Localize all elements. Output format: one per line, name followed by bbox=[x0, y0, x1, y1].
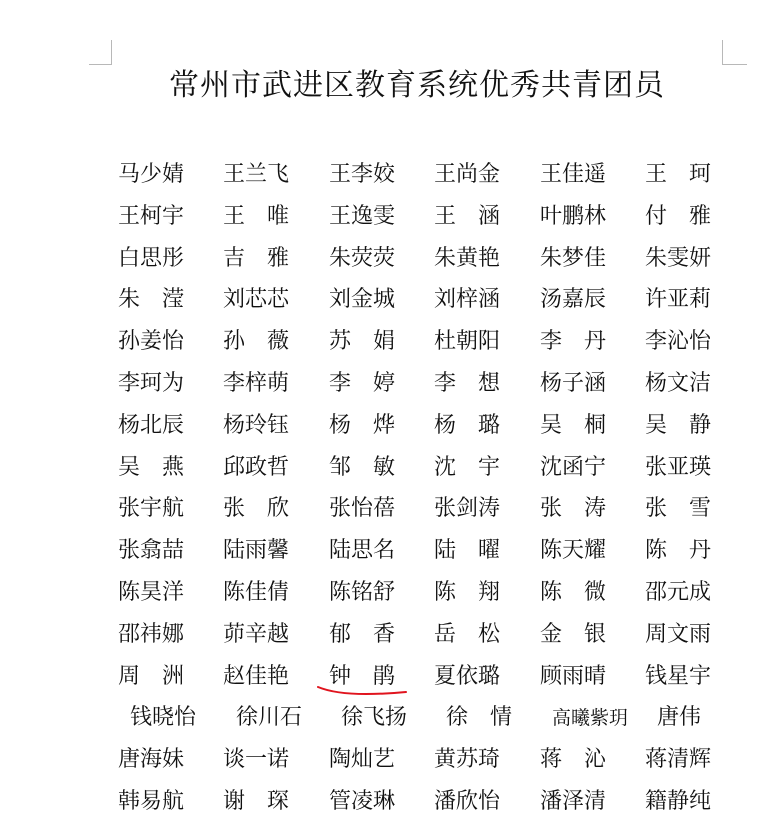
name-entry: 黄苏琦 bbox=[434, 747, 501, 772]
name-entry: 朱荧荧 bbox=[329, 246, 396, 271]
name-entry: 籍静纯 bbox=[645, 789, 712, 814]
name-entry: 杨 烨 bbox=[329, 413, 396, 438]
name-entry: 王尚金 bbox=[434, 162, 501, 187]
name-entry: 顾雨晴 bbox=[540, 664, 607, 689]
name-entry: 邹 敏 bbox=[329, 455, 396, 480]
name-entry: 杨 璐 bbox=[434, 413, 501, 438]
name-entry: 杨北辰 bbox=[118, 413, 185, 438]
name-entry: 刘芯芯 bbox=[223, 287, 290, 312]
name-entry: 杨子涵 bbox=[540, 371, 607, 396]
name-entry: 李珂为 bbox=[118, 371, 185, 396]
name-entry: 陈 丹 bbox=[645, 538, 712, 563]
name-entry: 潘泽清 bbox=[540, 789, 607, 814]
name-entry: 孙姜怡 bbox=[118, 329, 185, 354]
name-entry: 王逸雯 bbox=[329, 204, 396, 229]
name-entry: 钱星宇 bbox=[645, 664, 712, 689]
red-underline-annotation bbox=[316, 684, 408, 698]
name-entry: 许亚莉 bbox=[645, 287, 712, 312]
name-entry: 杜朝阳 bbox=[434, 329, 501, 354]
name-entry: 谈一诺 bbox=[223, 747, 290, 772]
name-entry: 徐 情 bbox=[446, 705, 513, 730]
name-entry: 金 银 bbox=[540, 622, 607, 647]
name-entry: 王 涵 bbox=[434, 204, 501, 229]
name-entry: 孙 薇 bbox=[223, 329, 290, 354]
name-entry: 白思彤 bbox=[118, 246, 185, 271]
name-entry: 吴 静 bbox=[645, 413, 712, 438]
name-entry: 张怡蓓 bbox=[329, 496, 396, 521]
name-entry: 周 洲 bbox=[118, 664, 185, 689]
name-entry: 邵元成 bbox=[645, 580, 712, 605]
name-entry: 陆 曜 bbox=[434, 538, 501, 563]
name-entry: 张亚瑛 bbox=[645, 455, 712, 480]
name-entry: 邵祎娜 bbox=[118, 622, 185, 647]
name-entry: 陈昊洋 bbox=[118, 580, 185, 605]
name-entry: 陈天耀 bbox=[540, 538, 607, 563]
name-entry: 苏 娟 bbox=[329, 329, 396, 354]
name-entry: 王柯宇 bbox=[118, 204, 185, 229]
name-entry: 朱 滢 bbox=[118, 287, 185, 312]
name-entry: 朱雯妍 bbox=[645, 246, 712, 271]
name-entry: 徐川石 bbox=[236, 705, 303, 730]
name-entry: 唐伟 bbox=[657, 705, 702, 730]
name-entry: 周文雨 bbox=[645, 622, 712, 647]
name-entry: 钟 鹃 bbox=[329, 664, 396, 689]
name-entry: 李 婷 bbox=[329, 371, 396, 396]
name-entry: 陈铭舒 bbox=[329, 580, 396, 605]
name-entry: 李 想 bbox=[434, 371, 501, 396]
name-entry: 郁 香 bbox=[329, 622, 396, 647]
name-entry: 吴 桐 bbox=[540, 413, 607, 438]
name-entry: 付 雅 bbox=[645, 204, 712, 229]
name-entry: 沈函宁 bbox=[540, 455, 607, 480]
name-entry: 李沁怡 bbox=[645, 329, 712, 354]
name-entry: 刘金城 bbox=[329, 287, 396, 312]
name-entry: 王兰飞 bbox=[223, 162, 290, 187]
name-entry: 张翕喆 bbox=[118, 538, 185, 563]
name-entry: 蒋 沁 bbox=[540, 747, 607, 772]
name-entry: 刘梓涵 bbox=[434, 287, 501, 312]
name-entry: 张宇航 bbox=[118, 496, 185, 521]
name-entry: 汤嘉辰 bbox=[540, 287, 607, 312]
name-entry: 王 珂 bbox=[645, 162, 712, 187]
name-entry: 夏依璐 bbox=[434, 664, 501, 689]
name-entry: 张 涛 bbox=[540, 496, 607, 521]
name-entry: 张 雪 bbox=[645, 496, 712, 521]
name-entry: 吴 燕 bbox=[118, 455, 185, 480]
name-entry: 邱政哲 bbox=[223, 455, 290, 480]
name-entry: 马少婧 bbox=[118, 162, 185, 187]
name-entry: 唐海妹 bbox=[118, 747, 185, 772]
name-entry: 李梓萌 bbox=[223, 371, 290, 396]
name-entry: 陆思名 bbox=[329, 538, 396, 563]
name-entry: 管凌琳 bbox=[329, 789, 396, 814]
name-entry: 潘欣怡 bbox=[434, 789, 501, 814]
name-entry: 谢 琛 bbox=[223, 789, 290, 814]
name-entry: 叶鹏林 bbox=[540, 204, 607, 229]
document-title: 常州市武进区教育系统优秀共青团员 bbox=[169, 68, 665, 103]
name-entry: 张 欣 bbox=[223, 496, 290, 521]
name-entry: 蒋清辉 bbox=[645, 747, 712, 772]
name-entry: 朱梦佳 bbox=[540, 246, 607, 271]
name-entry: 王佳遥 bbox=[540, 162, 607, 187]
name-entry: 钱晓怡 bbox=[130, 705, 197, 730]
name-entry: 王 唯 bbox=[223, 204, 290, 229]
name-entry: 陈 微 bbox=[540, 580, 607, 605]
name-entry: 沈 宇 bbox=[434, 455, 501, 480]
name-entry: 徐飞扬 bbox=[341, 705, 408, 730]
name-entry: 陆雨馨 bbox=[223, 538, 290, 563]
name-entry: 岳 松 bbox=[434, 622, 501, 647]
name-entry: 陶灿艺 bbox=[329, 747, 396, 772]
name-entry: 杨文洁 bbox=[645, 371, 712, 396]
name-entry: 陈 翔 bbox=[434, 580, 501, 605]
name-entry: 茆辛越 bbox=[223, 622, 290, 647]
name-entry: 韩易航 bbox=[118, 789, 185, 814]
name-entry: 李 丹 bbox=[540, 329, 607, 354]
name-entry: 高曦紫玥 bbox=[552, 707, 629, 729]
name-entry: 杨玲钰 bbox=[223, 413, 290, 438]
name-entry: 张剑涛 bbox=[434, 496, 501, 521]
name-entry: 朱黄艳 bbox=[434, 246, 501, 271]
name-entry: 吉 雅 bbox=[223, 246, 290, 271]
name-entry: 赵佳艳 bbox=[223, 664, 290, 689]
name-entry: 陈佳倩 bbox=[223, 580, 290, 605]
name-entry: 王李姣 bbox=[329, 162, 396, 187]
